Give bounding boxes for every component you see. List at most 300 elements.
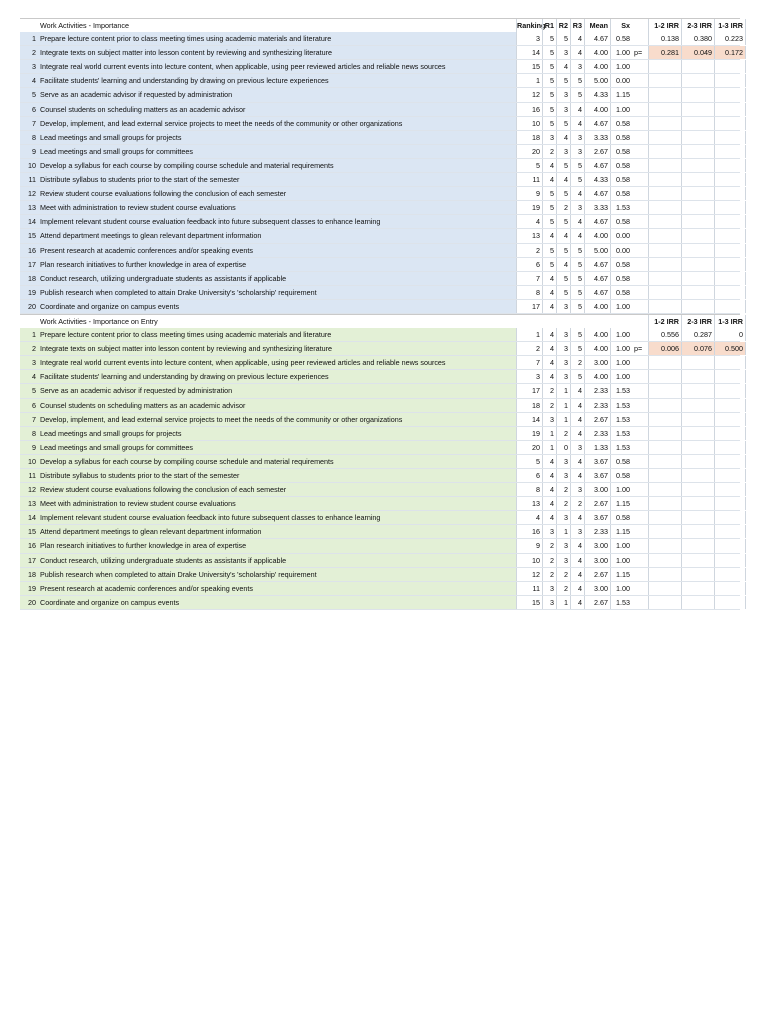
activity-cell: Integrate real world current events into lecture content, when applicable, using peer reviewed articles and reliable news sources (40, 358, 446, 368)
empty-cell (714, 370, 746, 383)
table-row (20, 88, 740, 102)
row-number: 10 (28, 456, 36, 466)
sx-cell: 0.58 (610, 173, 632, 186)
activity-cell: Lead meetings and small groups for committees (40, 442, 194, 452)
ranking-cell: 9 (516, 187, 542, 200)
empty-cell (681, 525, 714, 538)
activity-cell: Integrate real world current events into lecture content, when applicable, using peer reviewed articles and reliable news sources (40, 62, 446, 72)
mean-cell: 4.67 (584, 258, 610, 271)
table-row (20, 258, 740, 272)
col-irr13: 1-3 IRR (714, 19, 746, 32)
empty-cell (648, 88, 681, 101)
row-number: 20 (28, 597, 36, 607)
irr-value-i13: 0.223 (714, 32, 746, 45)
empty-cell (681, 413, 714, 426)
sx-cell: 1.53 (610, 596, 632, 609)
row-number: 12 (28, 485, 36, 495)
row-number: 19 (28, 287, 36, 297)
empty-cell (648, 201, 681, 214)
activity-cell: Publish research when completed to attain Drake University's 'scholarship' requirement (40, 569, 317, 579)
empty-cell (714, 187, 746, 200)
empty-cell (648, 525, 681, 538)
r1-cell: 5 (542, 32, 556, 45)
empty-cell (681, 511, 714, 524)
p-label: p= (634, 344, 643, 354)
row-number: 17 (28, 259, 36, 269)
ranking-cell: 13 (516, 497, 542, 510)
ranking-cell: 20 (516, 441, 542, 454)
empty-cell (681, 370, 714, 383)
sx-cell: 1.15 (610, 88, 632, 101)
sx-cell: 1.00 (610, 342, 632, 355)
activity-cell: Lead meetings and small groups for committees (40, 146, 194, 156)
activity-cell: Lead meetings and small groups for projects (40, 132, 182, 142)
table-row (20, 455, 740, 469)
ranking-cell: 6 (516, 258, 542, 271)
r2-cell: 3 (556, 469, 570, 482)
row-number: 12 (28, 189, 36, 199)
table-row (20, 60, 740, 74)
empty-cell (681, 568, 714, 581)
empty-cell (681, 74, 714, 87)
activity-cell: Meet with administration to review student course evaluations (40, 499, 236, 509)
r1-cell: 3 (542, 131, 556, 144)
activity-cell: Conduct research, utilizing undergraduate students as assistants if applicable (40, 273, 287, 283)
mean-cell: 3.00 (584, 554, 610, 567)
activity-cell: Meet with administration to review student course evaluations (40, 203, 236, 213)
r1-cell: 2 (542, 554, 556, 567)
col-r2: R2 (556, 19, 570, 32)
ranking-cell: 5 (516, 159, 542, 172)
empty-cell (648, 483, 681, 496)
p-value-i23: 0.076 (681, 342, 714, 355)
ranking-cell: 11 (516, 582, 542, 595)
table-row (20, 483, 740, 497)
empty-cell (714, 272, 746, 285)
r2-cell: 3 (556, 342, 570, 355)
row-number: 18 (28, 569, 36, 579)
r1-cell: 2 (542, 568, 556, 581)
mean-cell: 3.67 (584, 469, 610, 482)
activity-cell: Integrate texts on subject matter into lesson content by reviewing and synthesizing literature (40, 48, 333, 58)
ranking-cell: 5 (516, 455, 542, 468)
sx-cell: 1.53 (610, 427, 632, 440)
sx-cell: 1.15 (610, 525, 632, 538)
r3-cell: 4 (570, 511, 584, 524)
r1-cell: 4 (542, 328, 556, 341)
irr-value-i23: 0.380 (681, 32, 714, 45)
empty-cell (714, 173, 746, 186)
row-number: 1 (32, 34, 36, 44)
sx-cell: 1.53 (610, 201, 632, 214)
row-number: 13 (28, 499, 36, 509)
activity-cell: Develop a syllabus for each course by compiling course schedule and material requirements (40, 160, 334, 170)
sx-cell: 0.00 (610, 74, 632, 87)
activity-cell: Implement relevant student course evaluation feedback into future subsequent classes to enhance learning (40, 217, 381, 227)
r1-cell: 4 (542, 173, 556, 186)
empty-cell (714, 568, 746, 581)
ranking-cell: 14 (516, 46, 542, 59)
mean-cell: 4.67 (584, 286, 610, 299)
empty-cell (714, 88, 746, 101)
activity-cell: Serve as an academic advisor if requested by administration (40, 386, 233, 396)
r2-cell: 1 (556, 413, 570, 426)
table-row (20, 244, 740, 258)
empty-cell (681, 215, 714, 228)
r2-cell: 3 (556, 300, 570, 313)
table-row (20, 525, 740, 539)
mean-cell: 2.33 (584, 427, 610, 440)
empty-cell (714, 300, 746, 313)
activity-cell: Develop, implement, and lead external service projects to meet the needs of the community or other organizations (40, 414, 403, 424)
row-number: 16 (28, 245, 36, 255)
r1-cell: 5 (542, 244, 556, 257)
empty-cell (648, 300, 681, 313)
r1-cell: 3 (542, 525, 556, 538)
col-ranking: Ranking (516, 19, 542, 32)
ranking-cell: 14 (516, 413, 542, 426)
p-label: p= (634, 48, 643, 58)
empty-cell (648, 413, 681, 426)
activity-cell: Review student course evaluations following the conclusion of each semester (40, 189, 287, 199)
r1-cell: 2 (542, 399, 556, 412)
sx-cell: 1.00 (610, 300, 632, 313)
empty-cell (714, 131, 746, 144)
header-row (20, 18, 743, 32)
empty-cell (681, 384, 714, 397)
ranking-cell: 4 (516, 215, 542, 228)
ranking-cell: 3 (516, 32, 542, 45)
mean-cell: 4.33 (584, 173, 610, 186)
r3-cell: 4 (570, 596, 584, 609)
empty-cell (648, 145, 681, 158)
table-row (20, 511, 740, 525)
ranking-cell: 18 (516, 131, 542, 144)
table-row (20, 229, 740, 243)
empty-cell (714, 286, 746, 299)
sx-cell: 0.58 (610, 455, 632, 468)
row-number: 3 (32, 62, 36, 72)
activity-cell: Prepare lecture content prior to class meeting times using academic materials and literature (40, 34, 332, 44)
activity-cell: Present research at academic conferences and/or speaking events (40, 245, 253, 255)
irr-value-i23: 0.287 (681, 328, 714, 341)
r1-cell: 5 (542, 74, 556, 87)
ranking-cell: 2 (516, 244, 542, 257)
sx-cell: 0.58 (610, 215, 632, 228)
empty-cell (681, 300, 714, 313)
row-number: 4 (32, 372, 36, 382)
empty-cell (714, 159, 746, 172)
r3-cell: 4 (570, 229, 584, 242)
mean-cell: 4.67 (584, 117, 610, 130)
ranking-cell: 19 (516, 201, 542, 214)
sx-cell: 0.58 (610, 187, 632, 200)
empty-cell (681, 258, 714, 271)
row-number: 14 (28, 217, 36, 227)
empty-cell (681, 103, 714, 116)
table-row (20, 173, 740, 187)
r3-cell: 4 (570, 455, 584, 468)
sx-cell: 1.15 (610, 568, 632, 581)
r3-cell: 5 (570, 272, 584, 285)
r3-cell: 4 (570, 413, 584, 426)
section-title: Work Activities - Importance on Entry (40, 316, 158, 326)
row-number: 20 (28, 301, 36, 311)
mean-cell: 5.00 (584, 244, 610, 257)
r1-cell: 3 (542, 413, 556, 426)
ranking-cell: 11 (516, 173, 542, 186)
activity-cell: Present research at academic conferences and/or speaking events (40, 583, 253, 593)
row-number: 4 (32, 76, 36, 86)
p-value-i23: 0.049 (681, 46, 714, 59)
sx-cell: 0.58 (610, 117, 632, 130)
col-r3: R3 (570, 19, 584, 32)
ranking-cell: 12 (516, 568, 542, 581)
r3-cell: 3 (570, 60, 584, 73)
ranking-cell: 10 (516, 554, 542, 567)
mean-cell: 3.33 (584, 201, 610, 214)
spreadsheet (20, 18, 743, 610)
r3-cell: 2 (570, 356, 584, 369)
empty-cell (648, 159, 681, 172)
table-row (20, 596, 740, 610)
empty-cell (648, 131, 681, 144)
r3-cell: 3 (570, 201, 584, 214)
r3-cell: 4 (570, 187, 584, 200)
empty-cell (648, 384, 681, 397)
r2-cell: 3 (556, 328, 570, 341)
empty-cell (681, 596, 714, 609)
table-row (20, 328, 743, 342)
r2-cell: 3 (556, 356, 570, 369)
sx-cell: 0.58 (610, 511, 632, 524)
empty-cell (648, 117, 681, 130)
sx-cell: 1.00 (610, 356, 632, 369)
r3-cell: 5 (570, 74, 584, 87)
empty-cell (648, 596, 681, 609)
empty-cell (714, 469, 746, 482)
empty-cell (648, 244, 681, 257)
r1-cell: 4 (542, 229, 556, 242)
row-number: 17 (28, 555, 36, 565)
r1-cell: 5 (542, 117, 556, 130)
table-row (20, 32, 743, 46)
r1-cell: 5 (542, 103, 556, 116)
row-number: 18 (28, 273, 36, 283)
r3-cell: 3 (570, 145, 584, 158)
table-row (20, 145, 740, 159)
r2-cell: 5 (556, 286, 570, 299)
empty-cell (681, 582, 714, 595)
sx-cell: 1.00 (610, 103, 632, 116)
col-irr13: 1-3 IRR (714, 315, 746, 328)
r2-cell: 5 (556, 215, 570, 228)
table-row (20, 74, 740, 88)
activity-cell: Conduct research, utilizing undergraduate students as assistants if applicable (40, 555, 287, 565)
col-r1: R1 (542, 19, 556, 32)
r1-cell: 5 (542, 258, 556, 271)
empty-cell (648, 356, 681, 369)
empty-cell (681, 427, 714, 440)
r1-cell: 4 (542, 342, 556, 355)
activity-cell: Integrate texts on subject matter into lesson content by reviewing and synthesizing literature (40, 344, 333, 354)
row-number: 1 (32, 330, 36, 340)
empty-cell (714, 60, 746, 73)
empty-cell (681, 469, 714, 482)
r3-cell: 5 (570, 286, 584, 299)
empty-cell (681, 441, 714, 454)
r2-cell: 4 (556, 60, 570, 73)
activity-cell: Prepare lecture content prior to class meeting times using academic materials and literature (40, 330, 332, 340)
irr-value-i13: 0 (714, 328, 746, 341)
activity-cell: Coordinate and organize on campus events (40, 301, 180, 311)
ranking-cell: 6 (516, 469, 542, 482)
empty-cell (648, 455, 681, 468)
sx-cell: 1.00 (610, 539, 632, 552)
r2-cell: 3 (556, 145, 570, 158)
r2-cell: 1 (556, 596, 570, 609)
ranking-cell: 18 (516, 399, 542, 412)
row-number: 13 (28, 203, 36, 213)
mean-cell: 3.00 (584, 356, 610, 369)
r1-cell: 4 (542, 356, 556, 369)
activity-cell: Develop, implement, and lead external service projects to meet the needs of the community or other organizations (40, 118, 403, 128)
ranking-cell: 1 (516, 328, 542, 341)
table-row (20, 300, 740, 314)
table-row (20, 554, 740, 568)
empty-cell (714, 201, 746, 214)
empty-cell (681, 187, 714, 200)
empty-cell (681, 244, 714, 257)
table-row (20, 272, 740, 286)
section-title: Work Activities - Importance (40, 21, 129, 30)
r1-cell: 5 (542, 201, 556, 214)
row-number: 2 (32, 344, 36, 354)
empty-cell (714, 117, 746, 130)
empty-cell (681, 399, 714, 412)
empty-cell (648, 103, 681, 116)
empty-cell (714, 244, 746, 257)
mean-cell: 2.33 (584, 384, 610, 397)
mean-cell: 3.00 (584, 539, 610, 552)
sx-cell: 1.53 (610, 413, 632, 426)
r3-cell: 4 (570, 32, 584, 45)
r2-cell: 0 (556, 441, 570, 454)
r2-cell: 5 (556, 117, 570, 130)
r2-cell: 1 (556, 384, 570, 397)
table-row (20, 568, 740, 582)
ranking-cell: 16 (516, 525, 542, 538)
empty-cell (714, 145, 746, 158)
mean-cell: 4.33 (584, 88, 610, 101)
ranking-cell: 15 (516, 60, 542, 73)
activity-cell: Distribute syllabus to students prior to the start of the semester (40, 471, 240, 480)
col-irr12: 1-2 IRR (648, 315, 681, 328)
activity-cell: Counsel students on scheduling matters as an academic advisor (40, 400, 246, 410)
table-row (20, 356, 740, 370)
col-sx: Sx (610, 19, 632, 32)
r2-cell: 2 (556, 568, 570, 581)
empty-cell (681, 272, 714, 285)
mean-cell: 4.67 (584, 215, 610, 228)
r1-cell: 5 (542, 60, 556, 73)
sx-cell: 0.58 (610, 258, 632, 271)
activity-cell: Attend department meetings to glean relevant department information (40, 231, 262, 241)
r3-cell: 4 (570, 103, 584, 116)
mean-cell: 4.00 (584, 342, 610, 355)
r3-cell: 2 (570, 497, 584, 510)
irr-value-i12: 0.138 (648, 32, 681, 45)
table-row (20, 399, 740, 413)
r3-cell: 4 (570, 582, 584, 595)
mean-cell: 2.67 (584, 145, 610, 158)
empty-cell (714, 525, 746, 538)
ranking-cell: 8 (516, 483, 542, 496)
empty-cell (714, 356, 746, 369)
empty-cell (648, 229, 681, 242)
row-number: 9 (32, 442, 36, 452)
sx-cell: 0.58 (610, 469, 632, 482)
empty-cell (648, 582, 681, 595)
empty-cell (714, 103, 746, 116)
p-value-i12: 0.281 (648, 46, 681, 59)
mean-cell: 4.67 (584, 159, 610, 172)
empty-cell (714, 497, 746, 510)
empty-cell (681, 539, 714, 552)
row-number: 8 (32, 428, 36, 438)
row-number: 7 (32, 118, 36, 128)
empty-cell (681, 117, 714, 130)
empty-cell (648, 427, 681, 440)
ranking-cell: 13 (516, 229, 542, 242)
r3-cell: 4 (570, 399, 584, 412)
r3-cell: 4 (570, 568, 584, 581)
empty-cell (681, 201, 714, 214)
sx-cell: 1.00 (610, 46, 632, 59)
r2-cell: 3 (556, 46, 570, 59)
empty-cell (648, 497, 681, 510)
mean-cell: 3.00 (584, 582, 610, 595)
table-row (20, 427, 740, 441)
empty-cell (681, 497, 714, 510)
mean-cell: 4.00 (584, 46, 610, 59)
r3-cell: 5 (570, 300, 584, 313)
r3-cell: 4 (570, 554, 584, 567)
empty-cell (648, 74, 681, 87)
table-row (20, 187, 740, 201)
sx-cell: 1.53 (610, 384, 632, 397)
empty-cell (714, 258, 746, 271)
row-number: 11 (28, 471, 36, 480)
row-number: 6 (32, 104, 36, 114)
table-row (20, 370, 740, 384)
sx-cell: 0.58 (610, 272, 632, 285)
activity-cell: Counsel students on scheduling matters as an academic advisor (40, 104, 246, 114)
empty-cell (714, 596, 746, 609)
ranking-cell: 19 (516, 427, 542, 440)
ranking-cell: 17 (516, 384, 542, 397)
activity-cell: Distribute syllabus to students prior to the start of the semester (40, 175, 240, 185)
activity-cell: Facilitate students' learning and understanding by drawing on previous lecture experiences (40, 76, 329, 86)
activity-cell: Develop a syllabus for each course by compiling course schedule and material requirements (40, 456, 334, 466)
r2-cell: 5 (556, 272, 570, 285)
empty-cell (714, 427, 746, 440)
activity-cell: Publish research when completed to attain Drake University's 'scholarship' requirement (40, 287, 317, 297)
r2-cell: 4 (556, 258, 570, 271)
empty-cell (648, 60, 681, 73)
r1-cell: 2 (542, 384, 556, 397)
r3-cell: 3 (570, 131, 584, 144)
